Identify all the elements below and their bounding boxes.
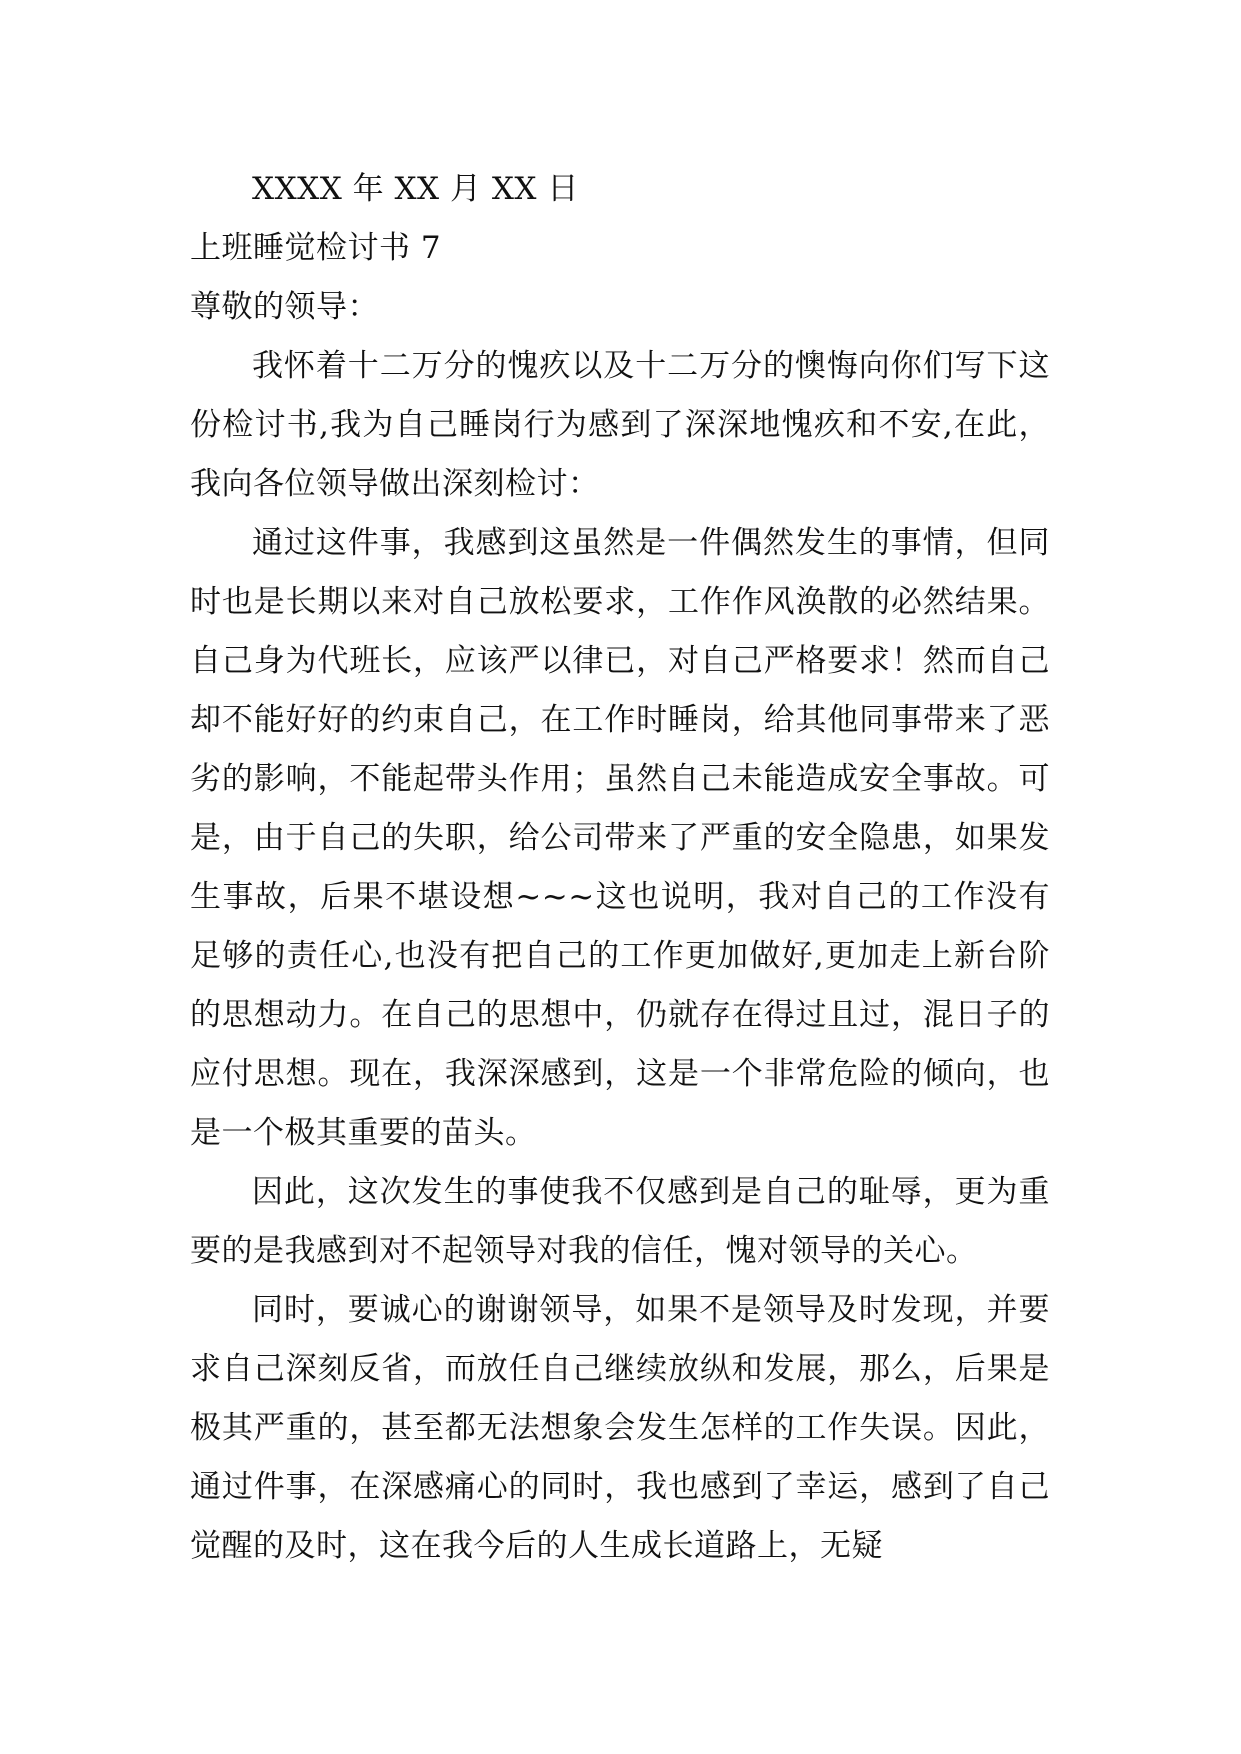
document-title: 上班睡觉检讨书 7	[190, 230, 442, 266]
paragraph-1: 我怀着十二万分的愧疚以及十二万分的懊悔向你们写下这份检讨书,我为自己睡岗行为感到了深深地愧疚和不安,在此，我向各位领导做出深刻检讨：	[190, 348, 1050, 502]
paragraph-3: 因此，这次发生的事使我不仅感到是自己的耻辱，更为重要的是我感到对不起领导对我的信任，愧对领导的关心。	[190, 1174, 1050, 1269]
paragraph-4: 同时，要诚心的谢谢领导，如果不是领导及时发现，并要求自己深刻反省，而放任自己继续放纵和发展，那么，后果是极其严重的，甚至都无法想象会发生怎样的工作失误。因此，通过件事，在深感痛心的同时，我也感到了幸运，感到了自己觉醒的及时，这在我今后的人生成长道路上，无疑	[190, 1292, 1050, 1564]
salutation: 尊敬的领导：	[190, 289, 379, 325]
document-date: XXXX 年 XX 月 XX 日	[252, 171, 579, 207]
paragraph-2: 通过这件事，我感到这虽然是一件偶然发生的事情，但同时也是长期以来对自己放松要求，工作作风涣散的必然结果。自己身为代班长，应该严以律已，对自己严格要求！然而自己却不能好好的约束自己，在工作时睡岗，给其他同事带来了恶劣的影响，不能起带头作用；虽然自己未能造成安全事故。可是，由于自己的失职，给公司带来了严重的安全隐患，如果发生事故，后果不堪设想~~~这也说明，我对自己的工作没有足够的责任心,也没有把自己的工作更加做好,更加走上新台阶的思想动力。在自己的思想中，仍就存在得过且过，混日子的应付思想。现在，我深深感到，这是一个非常危险的倾向，也是一个极其重要的苗头。	[190, 525, 1050, 1151]
document-body	[190, 160, 1050, 1576]
